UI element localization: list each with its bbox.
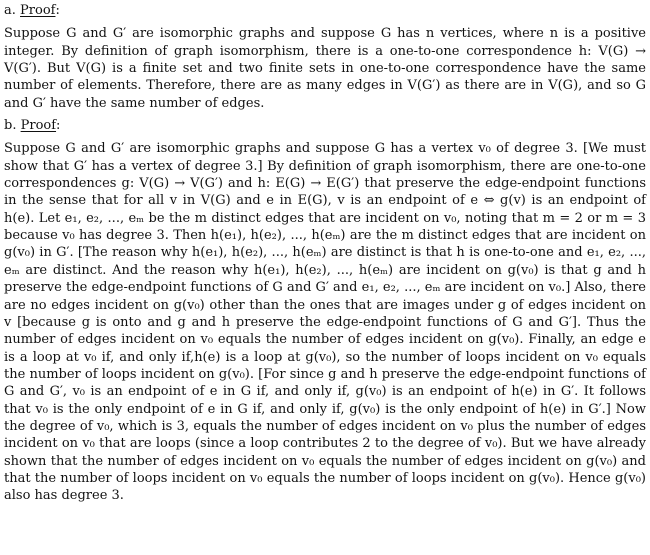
part-b-paragraph: Suppose G and G′ are isomorphic graphs and suppose G has a vertex v₀ of degree 3. [We must show that G′ has a vertex of degree 3.] By definition of graph isomorphism, there are one-to-one correspondences g: V(G) → V(G′) and h: E(G) → E(G′) that preserve the edge-endpoint functions in the sense that for all v in V(G) and e in E(G), v is an endpoint of e ⇔ g(v) is an endpoint of h(e). Let e₁, e₂, ..., eₘ be the m distinct edges that are incident on v₀, noting that m = 2 or m = 3 because v₀ has degree 3. Then h(e₁), h(e₂), ..., h(eₘ) are the m distinct edges that are incident on g(v₀) in G′. [The reason why h(e₁), h(e₂), ..., h(eₘ) are distinct is that h is one-to-one and e₁, e₂, ..., eₘ are distinct. And the reason why h(e₁), h(e₂), ..., h(eₘ) are incident on g(v₀) is that g and h preserve the edge-endpoint functions of G and G′ and e₁, e₂, ..., eₘ are incident on v₀.] Also, there are no edges incident on g(v₀) other than the ones that are images under g of edges incident on v [because g is onto and g and h preserve the edge-endpoint functions of G and G′]. Thus the number of edges incident on v₀ equals the number of edges incident on g(v₀). Finally, an edge e is a loop at v₀ if, and only if,h(e) is a loop at g(v₀), so the number of loops incident on v₀ equals the number of loops incident on g(v₀). [For since g and h preserve the edge-endpoint functions of G and G′, v₀ is an endpoint of e in G if, and only if, g(v₀) is an endpoint of h(e) in G′. It follows that v₀ is the only endpoint of e in G if, and only if, g(v₀) is the only endpoint of h(e) in G′.] Now the degree of v₀, which is 3, equals the number of edges incident on v₀ plus the number of edges incident on v₀ that are loops (since a loop contributes 2 to the degree of v₀). But we have already shown that the number of edges incident on v₀ equals the number of edges incident on g(v₀) and that the number of loops incident on v₀ equals the number of loops incident on g(v₀). Hence g(v₀) also has degree 3. [4,141,646,504]
part-b-colon: : [56,118,61,134]
part-a-heading [4,2,646,19]
part-a-label: a. [4,3,16,18]
part-b-heading [4,117,646,134]
part-b-title: Proof [20,118,57,134]
part-a-section [4,2,646,112]
part-a-colon: : [55,3,60,18]
part-b-label: b. [4,118,17,134]
part-a-paragraph: Suppose G and G′ are isomorphic graphs and suppose G has n vertices, where n is a positive integer. By definition of graph isomorphism, there is a one-to-one correspondence h: V(G) → V(G′). But V(G) is a finite set and two finite sets in one-to-one correspondence have the same number of elements. Therefore, there are as many edges in V(G′) as there are in V(G), and so G and G′ have the same number of edges. [4,26,646,111]
part-a-title: Proof [20,3,56,18]
part-b-section [4,117,646,505]
document-page [4,2,646,505]
